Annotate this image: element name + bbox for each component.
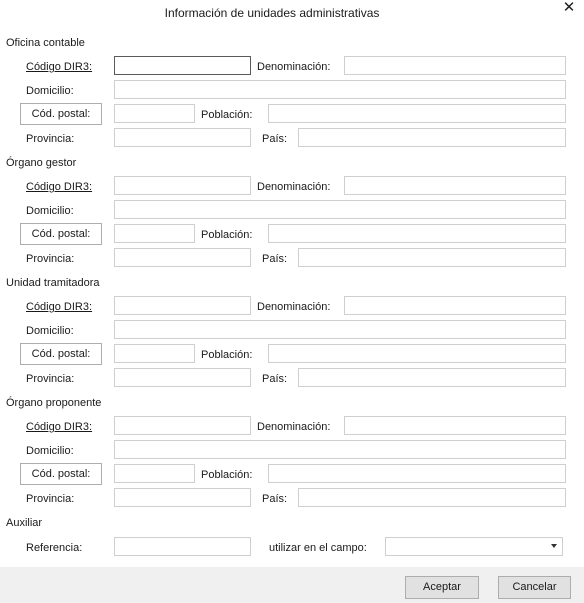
organo-proponente-cod-postal-button[interactable]: Cód. postal: — [20, 463, 102, 485]
organo-gestor-codigo-dir3-input[interactable] — [114, 176, 251, 195]
oficina-contable-codigo-dir3-input[interactable] — [114, 56, 251, 75]
organo-proponente-poblacion-input[interactable] — [268, 464, 566, 483]
pais-label: País: — [262, 133, 288, 145]
provincia-label: Provincia: — [26, 133, 75, 145]
unidad-tramitadora-cod-postal-button[interactable]: Cód. postal: — [20, 343, 102, 365]
dialog-footer — [0, 567, 584, 603]
poblacion-label: Población: — [201, 109, 253, 121]
oficina-contable-pais-input[interactable] — [298, 128, 566, 147]
organo-proponente-cod-postal-input[interactable] — [114, 464, 195, 483]
organo-gestor-cod-postal-button[interactable]: Cód. postal: — [20, 223, 102, 245]
denominacion-label: Denominación: — [257, 301, 331, 313]
organo-proponente-provincia-input[interactable] — [114, 488, 251, 507]
poblacion-label: Población: — [201, 469, 253, 481]
domicilio-label: Domicilio: — [26, 445, 74, 457]
organo-proponente-domicilio-input[interactable] — [114, 440, 566, 459]
organo-gestor-pais-input[interactable] — [298, 248, 566, 267]
domicilio-label: Domicilio: — [26, 85, 74, 97]
provincia-label: Provincia: — [26, 253, 75, 265]
section-title-organo-proponente: Órgano proponente — [6, 397, 102, 409]
unidad-tramitadora-pais-input[interactable] — [298, 368, 566, 387]
codigo-dir3-link[interactable]: Código DIR3: — [26, 181, 93, 193]
pais-label: País: — [262, 373, 288, 385]
organo-gestor-poblacion-input[interactable] — [268, 224, 566, 243]
referencia-input[interactable] — [114, 537, 251, 556]
oficina-contable-cod-postal-input[interactable] — [114, 104, 195, 123]
denominacion-label: Denominación: — [257, 61, 331, 73]
section-title-unidad-tramitadora: Unidad tramitadora — [6, 277, 100, 289]
organo-gestor-cod-postal-input[interactable] — [114, 224, 195, 243]
section-title-oficina-contable: Oficina contable — [6, 37, 85, 49]
organo-gestor-provincia-input[interactable] — [114, 248, 251, 267]
unidad-tramitadora-denominacion-input[interactable] — [344, 296, 566, 315]
unidad-tramitadora-domicilio-input[interactable] — [114, 320, 566, 339]
oficina-contable-denominacion-input[interactable] — [344, 56, 566, 75]
codigo-dir3-link[interactable]: Código DIR3: — [26, 61, 93, 73]
provincia-label: Provincia: — [26, 493, 75, 505]
chevron-down-icon[interactable] — [551, 544, 557, 548]
organo-gestor-denominacion-input[interactable] — [344, 176, 566, 195]
referencia-label: Referencia: — [26, 542, 83, 554]
denominacion-label: Denominación: — [257, 421, 331, 433]
pais-label: País: — [262, 253, 288, 265]
organo-proponente-pais-input[interactable] — [298, 488, 566, 507]
provincia-label: Provincia: — [26, 373, 75, 385]
poblacion-label: Población: — [201, 229, 253, 241]
section-title-auxiliar: Auxiliar — [6, 517, 43, 529]
oficina-contable-domicilio-input[interactable] — [114, 80, 566, 99]
close-icon[interactable]: ✕ — [562, 0, 576, 16]
codigo-dir3-link[interactable]: Código DIR3: — [26, 421, 93, 433]
campo-label: utilizar en el campo: — [269, 542, 367, 554]
denominacion-label: Denominación: — [257, 181, 331, 193]
unidad-tramitadora-codigo-dir3-input[interactable] — [114, 296, 251, 315]
section-title-organo-gestor: Órgano gestor — [6, 157, 77, 169]
oficina-contable-cod-postal-button[interactable]: Cód. postal: — [20, 103, 102, 125]
unidad-tramitadora-cod-postal-input[interactable] — [114, 344, 195, 363]
dialog-title: Información de unidades administrativas — [164, 6, 380, 20]
unidad-tramitadora-poblacion-input[interactable] — [268, 344, 566, 363]
poblacion-label: Población: — [201, 349, 253, 361]
unidad-tramitadora-provincia-input[interactable] — [114, 368, 251, 387]
accept-button[interactable]: Aceptar — [405, 576, 479, 599]
domicilio-label: Domicilio: — [26, 325, 74, 337]
oficina-contable-provincia-input[interactable] — [114, 128, 251, 147]
cancel-button[interactable]: Cancelar — [498, 576, 571, 599]
organo-proponente-codigo-dir3-input[interactable] — [114, 416, 251, 435]
pais-label: País: — [262, 493, 288, 505]
codigo-dir3-link[interactable]: Código DIR3: — [26, 301, 93, 313]
domicilio-label: Domicilio: — [26, 205, 74, 217]
organo-proponente-denominacion-input[interactable] — [344, 416, 566, 435]
organo-gestor-domicilio-input[interactable] — [114, 200, 566, 219]
campo-select[interactable] — [385, 537, 563, 556]
oficina-contable-poblacion-input[interactable] — [268, 104, 566, 123]
